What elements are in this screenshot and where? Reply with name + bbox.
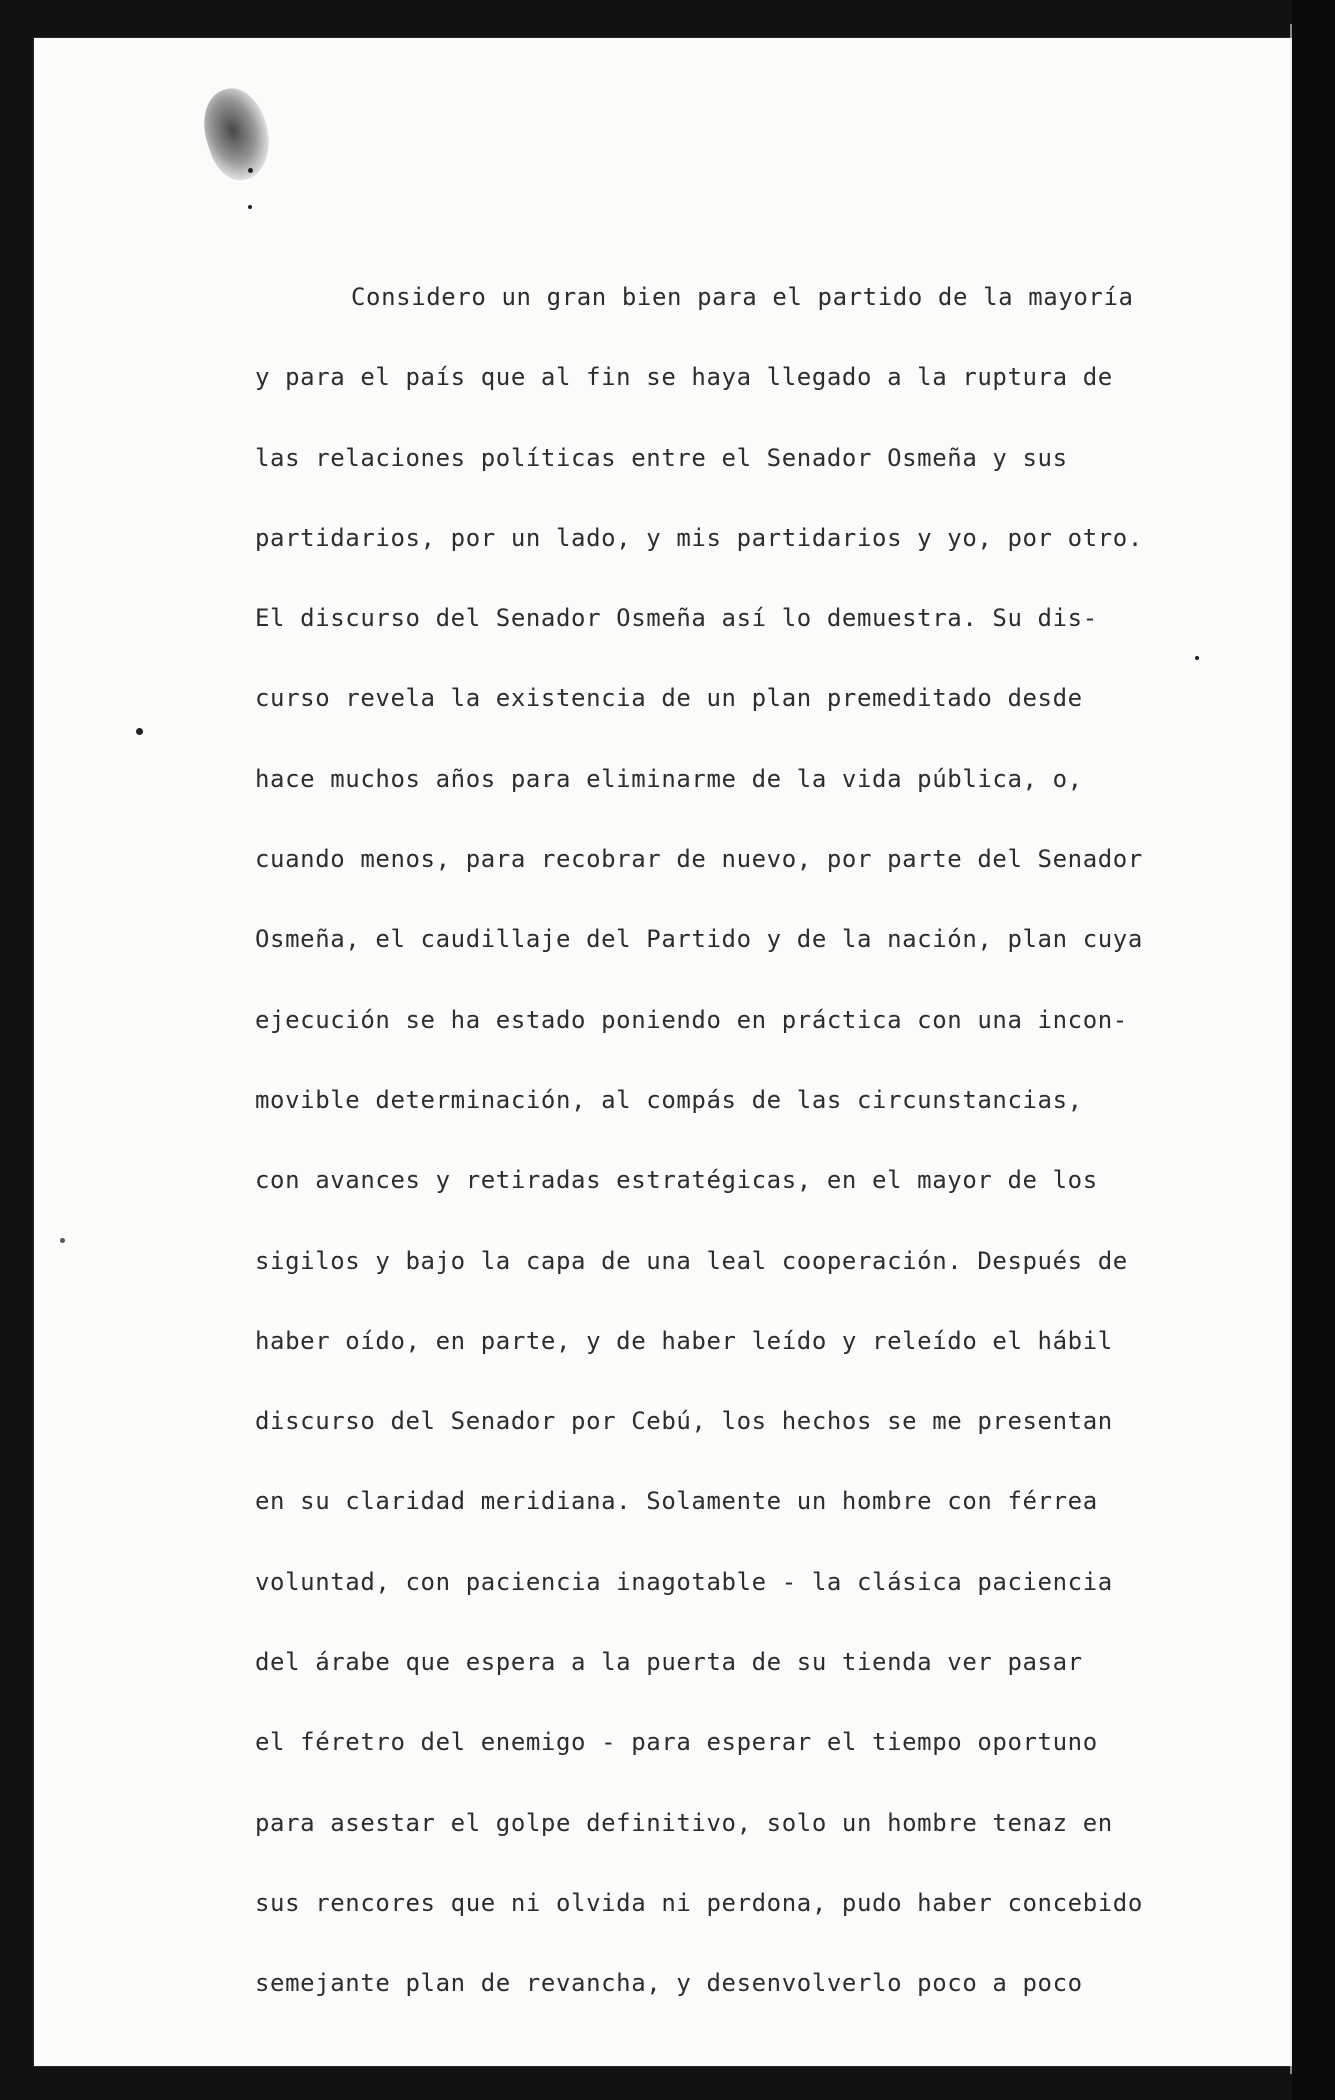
text-line: hace muchos años para eliminarme de la vida pública, o, <box>255 764 1083 793</box>
text-line: con avances y retiradas estratégicas, en el mayor de los <box>255 1166 1098 1195</box>
text-line: ejecución se ha estado poniendo en práctica con una incon- <box>255 1005 1128 1034</box>
typed-letter-body <box>255 282 1185 2049</box>
text-line: sigilos y bajo la capa de una leal cooperación. Después de <box>255 1246 1128 1275</box>
text-line: en su claridad meridiana. Solamente un hombre con férrea <box>255 1487 1098 1516</box>
text-line: voluntad, con paciencia inagotable - la clásica paciencia <box>255 1567 1113 1596</box>
ink-speck <box>248 168 253 173</box>
text-line: Considero un gran bien para el partido de la mayoría <box>351 283 1134 311</box>
ink-speck <box>248 205 252 209</box>
text-line: haber oído, en parte, y de haber leído y releído el hábil <box>255 1326 1113 1355</box>
text-line: para asestar el golpe definitivo, solo un hombre tenaz en <box>255 1808 1113 1837</box>
text-line: El discurso del Senador Osmeña así lo demuestra. Su dis- <box>255 604 1098 633</box>
text-line: Osmeña, el caudillaje del Partido y de la nación, plan cuya <box>255 925 1143 954</box>
text-line: semejante plan de revancha, y desenvolverlo poco a poco <box>255 1969 1083 1998</box>
text-line: curso revela la existencia de un plan premeditado desde <box>255 684 1083 713</box>
text-line: movible determinación, al compás de las circunstancias, <box>255 1085 1083 1114</box>
ink-speck <box>136 728 143 735</box>
text-line: partidarios, por un lado, y mis partidarios y yo, por otro. <box>255 523 1143 552</box>
text-line: del árabe que espera a la puerta de su tienda ver pasar <box>255 1648 1083 1677</box>
text-line: el féretro del enemigo - para esperar el tiempo oportuno <box>255 1728 1098 1757</box>
ink-speck <box>1195 656 1199 660</box>
text-line: cuando menos, para recobrar de nuevo, por parte del Senador <box>255 845 1143 874</box>
text-line: discurso del Senador por Cebú, los hechos se me presentan <box>255 1407 1113 1436</box>
text-line: sus rencores que ni olvida ni perdona, pudo haber concebido <box>255 1888 1143 1917</box>
scan-border <box>1292 0 1335 2100</box>
text-line: las relaciones políticas entre el Senador Osmeña y sus <box>255 443 1068 472</box>
ink-speck <box>60 1238 65 1243</box>
text-line: y para el país que al fin se haya llegado a la ruptura de <box>255 363 1113 392</box>
